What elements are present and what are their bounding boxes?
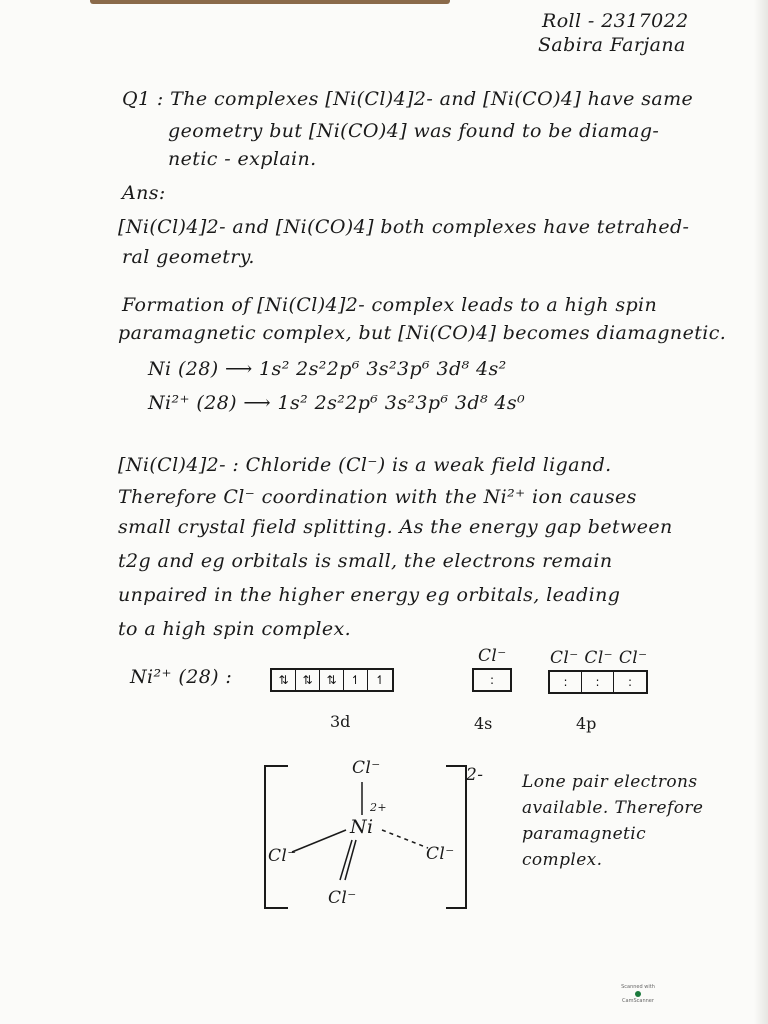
note-line-4: complex. — [522, 850, 603, 870]
question-line-2: geometry but [Ni(CO)4] was found to be diamag- — [168, 120, 660, 142]
camscanner-logo-icon — [635, 991, 641, 997]
central-metal: Ni — [350, 816, 374, 838]
label-3d: 3d — [330, 712, 351, 731]
left-bracket — [265, 766, 288, 908]
note-line-1: Lone pair electrons — [522, 772, 698, 792]
orbital-4p-cell: : — [582, 672, 614, 692]
chloride-line-4: t2g and eg orbitals is small, the electrons remain — [118, 550, 613, 572]
orbital-4p-ligands: Cl⁻ Cl⁻ Cl⁻ — [550, 648, 648, 668]
note-line-3: paramagnetic — [522, 824, 647, 844]
answer-line-1: [Ni(Cl)4]2- and [Ni(CO)4] both complexes have tetrahed- — [118, 216, 690, 238]
answer-line-2: ral geometry. — [122, 246, 255, 268]
ligand-left: Cl⁻ — [268, 846, 297, 866]
student-name: Sabira Farjana — [538, 34, 686, 56]
orbital-ion-label: Ni²⁺ (28) : — [130, 666, 233, 688]
bond-right-dashed — [382, 830, 428, 848]
chloride-line-2: Therefore Cl⁻ coordination with the Ni²⁺ ion causes — [118, 486, 637, 508]
roll-number: Roll - 2317022 — [542, 10, 689, 32]
orbital-3d-cell: ↿ — [374, 673, 386, 687]
formation-line-2: paramagnetic complex, but [Ni(CO)4] becomes diamagnetic. — [118, 322, 727, 344]
ligand-top: Cl⁻ — [352, 758, 381, 778]
scanner-text-2: CamScanner — [622, 997, 654, 1004]
question-line-1: Q1 : The complexes [Ni(Cl)4]2- and [Ni(CO)4] have same — [122, 88, 694, 110]
orbital-4s-cell: : — [489, 673, 495, 687]
chloride-line-6: to a high spin complex. — [118, 618, 352, 640]
question-line-3: netic - explain. — [168, 148, 317, 170]
orbital-4p-cell: : — [627, 675, 633, 689]
electron-config-ni2plus: Ni²⁺ (28) ⟶ 1s² 2s²2p⁶ 3s²3p⁶ 3d⁸ 4s⁰ — [148, 392, 526, 414]
orbital-4s-ligand: Cl⁻ — [478, 646, 507, 666]
central-metal-charge: 2+ — [370, 801, 388, 814]
orbital-3d-cell: ⇅ — [296, 670, 320, 690]
orbital-3d-cell: ⇅ — [320, 670, 344, 690]
orbital-3d-cell: ⇅ — [272, 670, 296, 690]
ligand-right: Cl⁻ — [426, 844, 455, 864]
note-line-2: available. Therefore — [522, 798, 704, 818]
label-4s: 4s — [474, 714, 493, 733]
orbital-3d-cell: ↿ — [344, 670, 368, 690]
orbital-4p-cell: : — [550, 672, 582, 692]
ligand-bottom: Cl⁻ — [328, 888, 357, 908]
formation-line-1: Formation of [Ni(Cl)4]2- complex leads to a high spin — [122, 294, 658, 316]
right-bracket — [446, 766, 466, 908]
label-4p: 4p — [576, 714, 597, 733]
chloride-line-3: small crystal field splitting. As the energy gap between — [118, 516, 673, 538]
scanner-watermark — [620, 984, 656, 1014]
complex-charge: 2- — [466, 765, 484, 785]
answer-heading: Ans: — [122, 182, 166, 204]
chloride-line-5: unpaired in the higher energy eg orbitals, leading — [118, 584, 621, 606]
scanner-text-1: Scanned with — [621, 984, 655, 990]
electron-config-ni: Ni (28) ⟶ 1s² 2s²2p⁶ 3s²3p⁶ 3d⁸ 4s² — [148, 358, 507, 380]
bond-left — [292, 830, 346, 852]
chloride-line-1: [Ni(Cl)4]2- : Chloride (Cl⁻) is a weak field ligand. — [118, 454, 612, 476]
